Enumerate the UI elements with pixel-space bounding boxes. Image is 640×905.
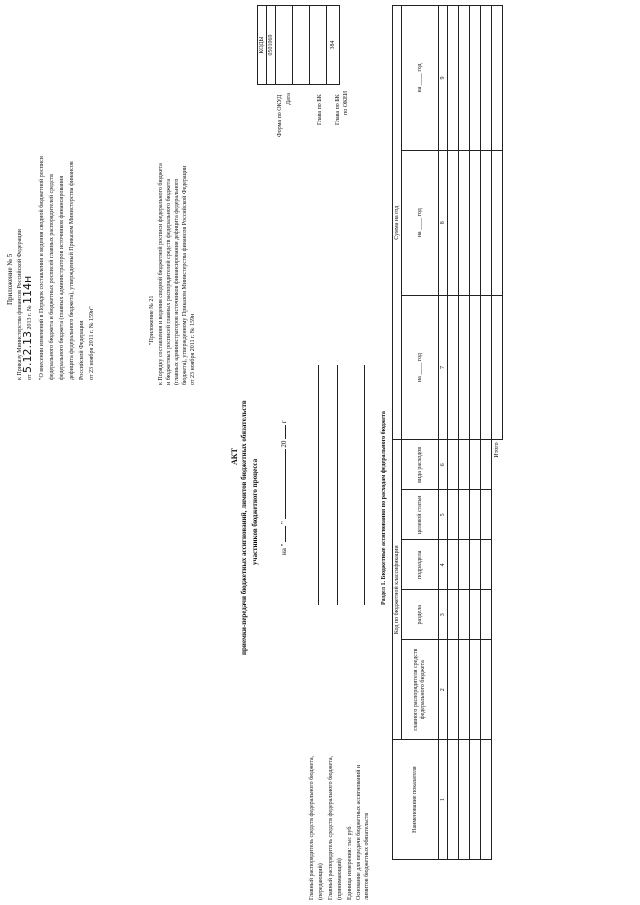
- basis-label-2: лимитов бюджетных обязательств: [364, 812, 370, 900]
- okei-label: по ОКЕИ: [343, 90, 349, 115]
- bk-code-cell-2: [310, 6, 327, 85]
- total-row: [492, 6, 503, 860]
- act-date-quote: ": [280, 521, 288, 525]
- col-target-header: целевой статьи: [402, 490, 439, 540]
- act-year-suffix: г: [280, 420, 288, 424]
- appendix21-line-3: (главных администраторов источников финансирования дефицита федерального: [174, 178, 180, 385]
- appendix21-title: "Приложение № 21: [149, 295, 155, 345]
- changes-line-3: федерального бюджета (главных администраторов источников финансирования: [59, 175, 65, 380]
- bk-label-1: Глава по БК: [317, 94, 323, 125]
- date-code-cell: [276, 6, 293, 85]
- date-label: Дата: [286, 93, 292, 105]
- col-grbs-header: главного распорядителя средств федерального бюджета: [402, 640, 439, 740]
- sum-group-header: Сумма на год: [393, 6, 402, 440]
- col-name-header: Наименование показателя: [393, 740, 439, 860]
- table-row: [448, 6, 459, 860]
- col-year2-header: на ____ год: [402, 150, 439, 295]
- changes-line-5: Российской Федерации: [79, 320, 85, 380]
- col-number: 3: [439, 590, 448, 640]
- col-number: 8: [439, 150, 448, 295]
- col-number: 1: [439, 740, 448, 860]
- basis-label-1: Основание для передачи бюджетных ассигнований и: [356, 764, 362, 900]
- table-row: [470, 6, 481, 860]
- act-subtitle-1: приемки-передачи бюджетных ассигнований, лимитов бюджетных обязательств: [240, 400, 248, 655]
- changes-line-2: федерального бюджета и бюджетных росписей главных распорядителей средств: [49, 174, 55, 380]
- okud-code: 0501069: [267, 6, 276, 85]
- order-date-prefix: от: [27, 374, 33, 380]
- bk-label-2: Глава по БК: [335, 94, 341, 125]
- receiving-fill-line: [337, 365, 338, 605]
- section1-table: [392, 5, 503, 860]
- col-number: 2: [439, 640, 448, 740]
- col-section-header: раздела: [402, 590, 439, 640]
- order-date-line: [21, 275, 34, 380]
- transferring-fill-line: [318, 365, 319, 605]
- appendix21-line-1: к Порядку составления и ведения сводной бюджетной росписи федерального бюджета: [158, 163, 164, 385]
- col-exptype-header: вида расходов: [402, 440, 439, 490]
- changes-line-1: "О внесении изменений в Порядок составления и ведения сводной бюджетной росписи: [39, 156, 45, 380]
- okud-label: Форма по ОКУД: [277, 94, 283, 137]
- code-group-header: Код по бюджетной классификации: [393, 440, 402, 740]
- order-date-handwritten: 5.12.13: [21, 330, 34, 373]
- col-number: 5: [439, 490, 448, 540]
- appendix21-line-5: от 23 ноября 2011 г. № 159н: [190, 313, 196, 385]
- receiving-label-2: (принимающий): [337, 858, 343, 900]
- col-subsection-header: подраздела: [402, 540, 439, 590]
- total-label: Итого: [492, 440, 503, 860]
- act-month-blank: [285, 449, 286, 519]
- act-date-prefix: на ": [280, 543, 288, 555]
- col-year3-header: на ____ год: [402, 6, 439, 151]
- act-title: АКТ: [230, 448, 239, 465]
- act-year-prefix: 20: [280, 440, 288, 448]
- unit-label: Единица измерения: тыс руб: [347, 826, 353, 900]
- table-row: [459, 6, 470, 860]
- appendix21-line-4: бюджета), утвержденному Приказом Министерства финансов Российской Федерации: [182, 165, 188, 385]
- act-subtitle-2: участников бюджетного процесса: [251, 458, 259, 565]
- table-row: [481, 6, 492, 860]
- col-number: 7: [439, 295, 448, 440]
- okei-code: 384: [327, 6, 340, 85]
- order-year: 2013 г. №: [27, 305, 33, 330]
- order-number-handwritten: 114н: [21, 275, 34, 304]
- basis-fill-line: [364, 365, 365, 605]
- changes-line-6: от 23 ноября 2011 г. № 159н": [89, 306, 95, 380]
- col-number: 4: [439, 540, 448, 590]
- bk-code-cell-1: [293, 6, 310, 85]
- codes-table: [257, 5, 340, 85]
- order-reference: к Приказу Министерства финансов Российской Федерации: [17, 229, 23, 380]
- act-year-blank: [285, 425, 286, 439]
- codes-header: КОДЫ: [258, 6, 267, 85]
- section1-title: Раздел 1. Бюджетные ассигнования по расходам федерального бюджета: [381, 411, 387, 605]
- col-number: 6: [439, 440, 448, 490]
- appendix-title: Приложение № 5: [6, 253, 14, 305]
- act-date-line: [280, 420, 289, 555]
- appendix21-line-2: и бюджетных росписей главных распорядителей средств федерального бюджета: [166, 179, 172, 385]
- transferring-label-1: Главный распорядитель средств федерального бюджета,: [309, 756, 315, 900]
- transferring-label-2: (передающий): [318, 863, 324, 900]
- receiving-label-1: Главный распорядитель средств федерального бюджета,: [328, 756, 334, 900]
- col-number: 9: [439, 6, 448, 151]
- act-day-blank: [285, 526, 286, 542]
- col-year1-header: на ____ год: [402, 295, 439, 440]
- changes-line-4: дефицита федерального бюджета), утвержденный Приказом Министерства финансов: [69, 161, 75, 380]
